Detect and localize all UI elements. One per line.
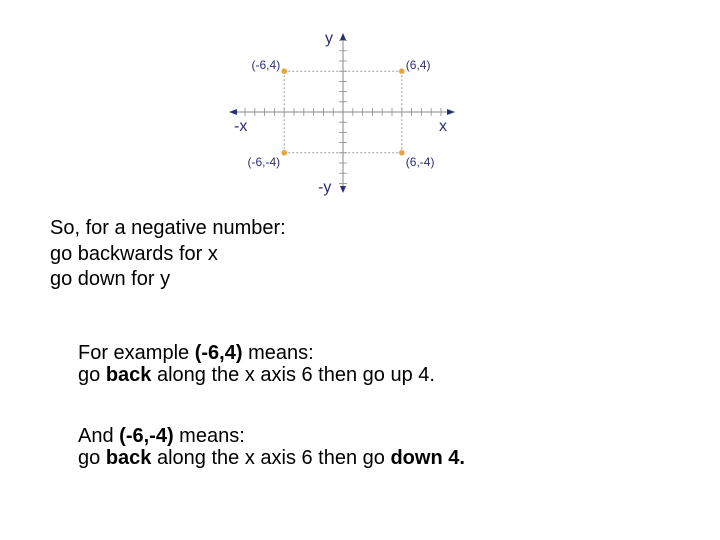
example-1-back: back xyxy=(105,364,152,386)
point-label: (6,-4) xyxy=(405,154,435,169)
example-2-suffix: means: xyxy=(173,425,245,447)
x-axis-arrow-right xyxy=(447,109,455,115)
point-label: (-6,4) xyxy=(251,58,281,73)
point-marker xyxy=(281,150,287,156)
y-axis-arrow-up xyxy=(340,33,346,40)
example-2-rest: along the x axis 6 then go xyxy=(151,447,391,469)
example-2-line-2 xyxy=(78,447,465,469)
example-2 xyxy=(78,425,465,469)
y-positive-label: y xyxy=(325,30,333,47)
y-axis-arrow-down xyxy=(340,186,346,193)
example-2-coordinate: (-6,-4) xyxy=(119,425,174,447)
axes xyxy=(229,33,455,193)
example-1-line-2 xyxy=(78,364,435,386)
intro-text xyxy=(50,216,286,293)
example-2-go: go xyxy=(78,447,106,469)
example-1-coordinate: (-6,4) xyxy=(194,342,243,364)
y-negative-label: -y xyxy=(318,179,332,196)
coordinate-plane xyxy=(0,0,720,200)
point-marker xyxy=(399,68,405,74)
example-2-line-1 xyxy=(78,425,465,447)
example-1-prefix: For example xyxy=(78,342,195,364)
point-marker xyxy=(281,68,287,74)
point-label: (6,4) xyxy=(405,58,431,73)
plotted-points xyxy=(248,58,435,169)
example-1 xyxy=(78,342,435,386)
example-2-down: down 4. xyxy=(390,447,465,469)
example-2-prefix: And xyxy=(78,425,120,447)
intro-line-2: go backwards for x xyxy=(50,242,218,265)
example-1-line-1 xyxy=(78,342,435,364)
example-1-rest: along the x axis 6 then go up 4. xyxy=(151,364,435,386)
intro-line-1: So, for a negative number: xyxy=(50,217,286,239)
x-negative-label: -x xyxy=(234,118,248,135)
example-1-suffix: means: xyxy=(242,342,314,364)
example-2-back: back xyxy=(105,447,152,469)
point-label: (-6,-4) xyxy=(247,154,281,169)
point-marker xyxy=(399,150,405,156)
x-axis-arrow-left xyxy=(229,109,237,115)
x-positive-label: x xyxy=(439,118,447,135)
intro-line-3: go down for y xyxy=(50,268,171,291)
example-1-go: go xyxy=(78,364,106,386)
